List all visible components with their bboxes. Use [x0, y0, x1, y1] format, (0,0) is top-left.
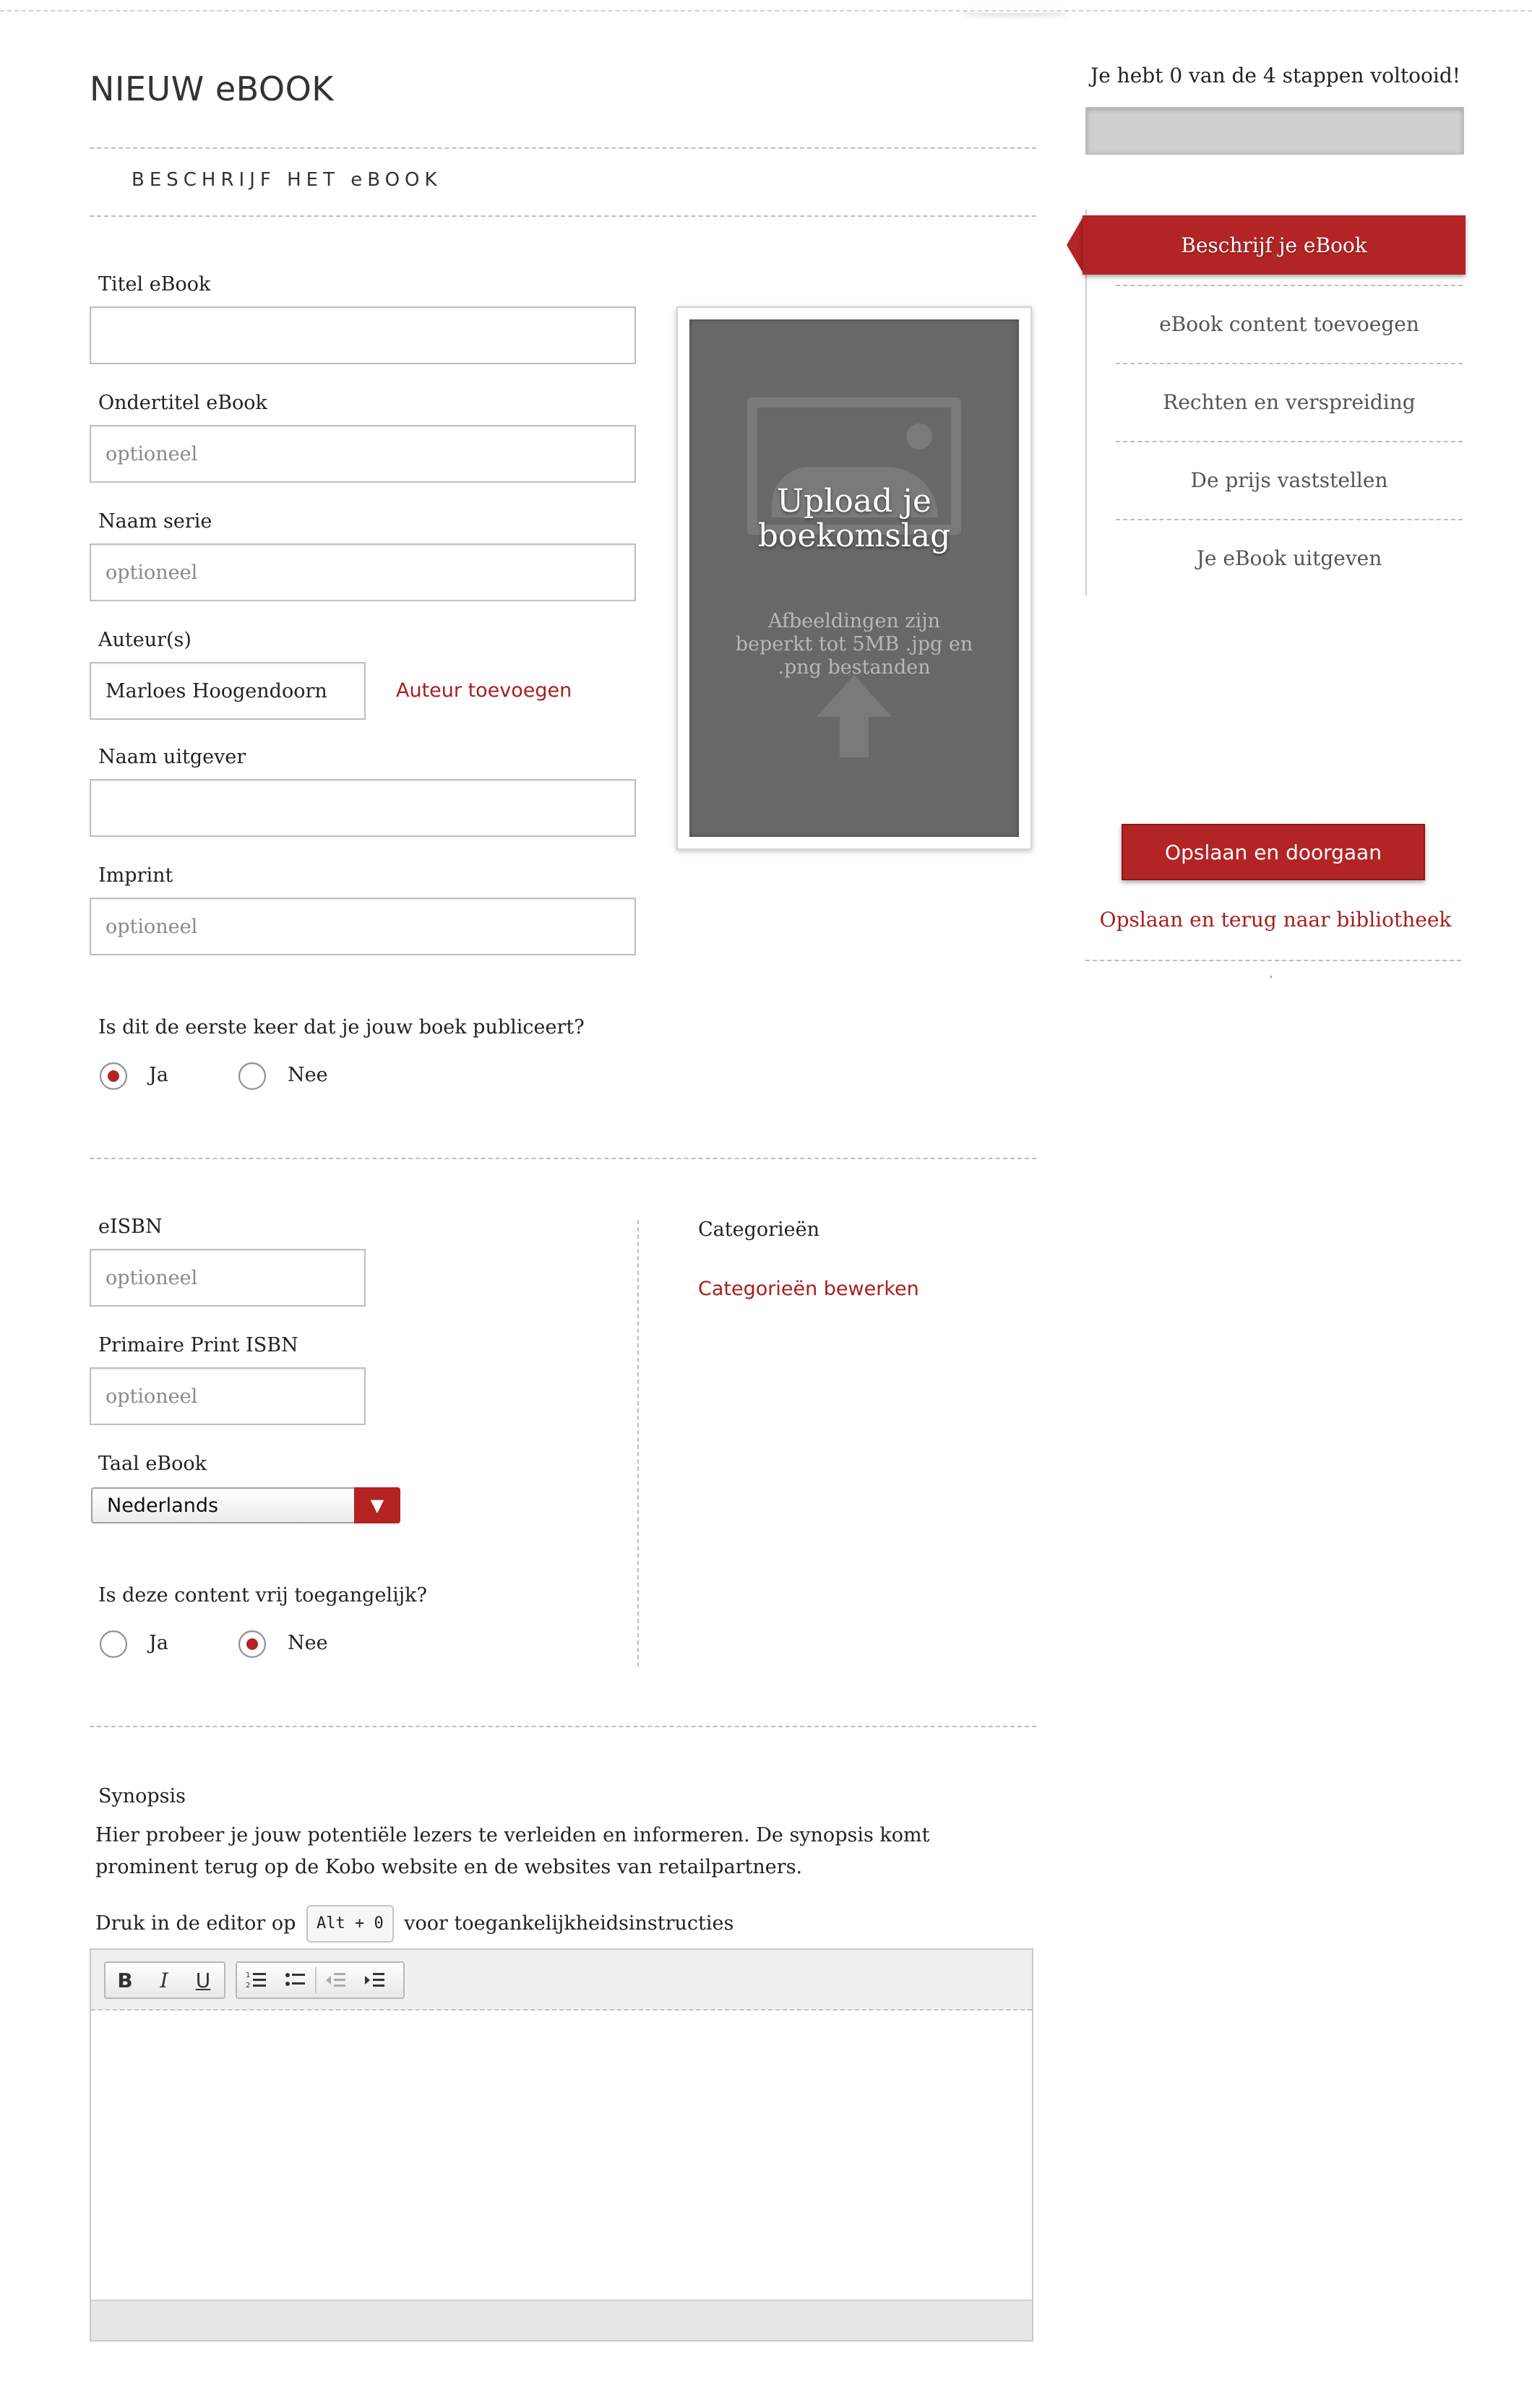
editor-hint-prefix: Druk in de editor op	[95, 1912, 296, 1935]
top-divider	[0, 10, 1532, 12]
step-pointer-icon	[1067, 215, 1084, 275]
first-publish-question: Is dit de eerste keer dat je jouw boek publiceert?	[98, 1016, 585, 1039]
synopsis-description: Hier probeer je jouw potentiële lezers te verleiden en informeren. De synopsis komt prominent terug op de Kobo website en de websites van retailpartners.	[95, 1824, 930, 1878]
numbered-list-icon[interactable]	[237, 1963, 276, 1998]
section-heading: BESCHRIJF HET eBOOK	[132, 169, 442, 191]
language-select[interactable]	[91, 1487, 400, 1523]
header-divider	[90, 147, 1036, 149]
add-author-link[interactable]: Auteur toevoegen	[396, 679, 572, 702]
editor-status-bar	[91, 2300, 1032, 2340]
bulleted-list-icon[interactable]	[276, 1963, 315, 1998]
section-divider	[90, 215, 1036, 217]
step-1-active[interactable]	[1067, 215, 1466, 275]
author-input[interactable]: Marloes Hoogendoorn	[90, 662, 366, 720]
categories-label: Categorieën	[698, 1218, 820, 1241]
first-publish-yes-radio[interactable]	[100, 1062, 127, 1090]
imprint-input[interactable]: optioneel	[90, 898, 636, 955]
cover-upload-hint: Afbeeldingen zijn beperkt tot 5MB .jpg en .png bestanden	[735, 610, 973, 679]
indent-icon[interactable]	[356, 1963, 395, 1998]
free-content-no-radio[interactable]	[238, 1630, 266, 1658]
step-divider	[1116, 519, 1463, 520]
step-divider	[1116, 363, 1463, 364]
save-continue-button[interactable]: Opslaan en doorgaan	[1122, 824, 1425, 880]
outdent-icon[interactable]	[317, 1963, 356, 1998]
synopsis-label: Synopsis	[98, 1785, 186, 1807]
column-divider	[637, 1220, 639, 1667]
title-input[interactable]	[90, 306, 636, 364]
step-divider	[1116, 285, 1463, 286]
free-content-no-label: Nee	[288, 1632, 328, 1654]
title-label: Titel eBook	[98, 273, 211, 296]
free-content-yes-radio[interactable]	[100, 1630, 127, 1658]
author-label: Auteur(s)	[98, 629, 192, 651]
section-divider-3	[90, 1726, 1036, 1727]
publisher-label: Naam uitgever	[98, 746, 246, 768]
first-publish-no-radio[interactable]	[238, 1062, 266, 1090]
print-isbn-input[interactable]: optioneel	[90, 1367, 366, 1425]
eisbn-input[interactable]: optioneel	[90, 1249, 366, 1307]
eisbn-label: eISBN	[98, 1216, 163, 1238]
publisher-input[interactable]	[90, 779, 636, 837]
first-publish-yes-label: Ja	[149, 1064, 168, 1086]
cover-upload[interactable]	[676, 306, 1032, 850]
editor-content-area[interactable]	[91, 2011, 1032, 2300]
italic-button[interactable]: I	[160, 1968, 168, 1992]
editor-accessibility-hint	[95, 1905, 1035, 1943]
section-divider-2	[90, 1158, 1036, 1159]
series-label: Naam serie	[98, 510, 212, 533]
progress-bar	[1085, 107, 1464, 155]
step-2[interactable]: eBook content toevoegen	[1159, 312, 1419, 336]
save-back-link[interactable]: Opslaan en terug naar bibliotheek	[1099, 908, 1452, 932]
page-title: NIEUW eBOOK	[90, 69, 334, 108]
svg-text:2: 2	[246, 1982, 251, 1990]
subtitle-input[interactable]: optioneel	[90, 425, 636, 483]
imprint-label: Imprint	[98, 864, 173, 887]
editor-toolbar	[91, 1950, 1032, 2011]
cover-upload-area[interactable]	[689, 319, 1019, 837]
step-4[interactable]: De prijs vaststellen	[1190, 468, 1388, 492]
chevron-down-icon[interactable]: ▼	[354, 1487, 400, 1523]
list-button-group	[236, 1961, 405, 1999]
free-content-question: Is deze content vrij toegangelijk?	[98, 1584, 427, 1607]
top-tab-shadow	[961, 7, 1070, 13]
first-publish-no-label: Nee	[288, 1064, 328, 1086]
editor-hint-suffix: voor toegankelijkheidsinstructies	[404, 1912, 734, 1935]
upload-arrow-icon	[811, 672, 898, 759]
progress-text: Je hebt 0 van de 4 stappen voltooid!	[1090, 64, 1461, 87]
language-select-value: Nederlands	[107, 1495, 219, 1517]
keyboard-shortcut: Alt + 0	[306, 1905, 394, 1943]
free-content-yes-label: Ja	[149, 1632, 168, 1654]
sidebar-dot	[1270, 976, 1272, 978]
subtitle-label: Ondertitel eBook	[98, 392, 267, 414]
series-input[interactable]: optioneel	[90, 543, 636, 601]
cover-upload-title: Upload je boekomslag	[757, 483, 951, 554]
bold-button[interactable]: B	[117, 1968, 133, 1992]
sidebar-divider	[1085, 960, 1461, 961]
underline-button[interactable]: U	[195, 1968, 211, 1992]
language-label: Taal eBook	[98, 1453, 207, 1475]
step-1-label: Beschrijf je eBook	[1083, 215, 1466, 275]
step-5[interactable]: Je eBook uitgeven	[1196, 546, 1382, 570]
edit-categories-link[interactable]: Categorieën bewerken	[698, 1278, 919, 1300]
synopsis-editor[interactable]	[90, 1948, 1033, 2342]
step-3[interactable]: Rechten en verspreiding	[1163, 390, 1416, 414]
svg-text:1: 1	[246, 1971, 251, 1979]
step-divider	[1116, 441, 1463, 442]
print-isbn-label: Primaire Print ISBN	[98, 1334, 298, 1356]
format-button-group	[104, 1961, 225, 1999]
